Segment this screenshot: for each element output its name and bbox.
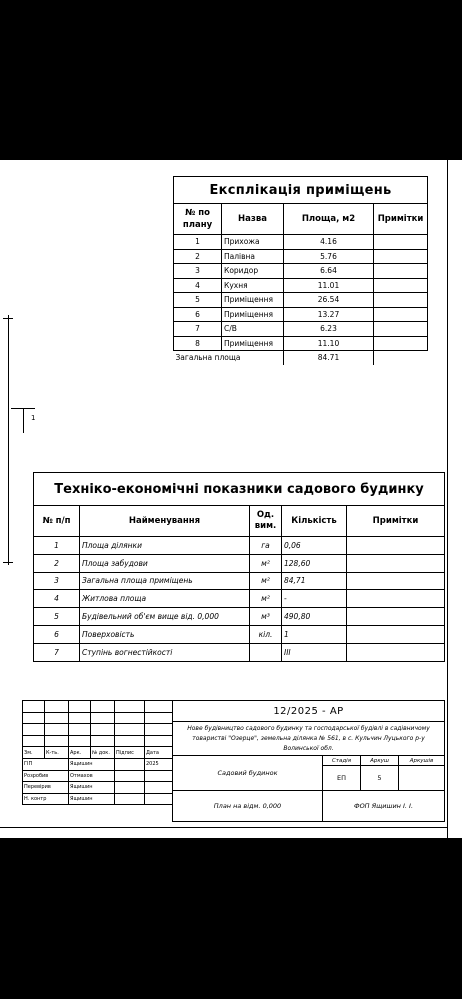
stamp-signatures: [22, 700, 173, 805]
tech-title: Техніко-економічні показники садового будинку: [34, 473, 445, 506]
signer-row: Перевірив Ящишин: [23, 782, 173, 794]
sheet-border-bottom: [0, 827, 447, 828]
table-row: 1 Прихожа 4.16: [174, 235, 428, 250]
sheet-value: 5: [361, 766, 399, 791]
axis-label: 1: [31, 414, 36, 422]
table-row: 3 Коридор 6.64: [174, 264, 428, 279]
sheet-border-right: [447, 160, 448, 838]
table-row: 5 Приміщення 26.54: [174, 293, 428, 308]
col-name: Назва: [222, 204, 284, 235]
col-notes: Примітки: [374, 204, 428, 235]
table-row: 6 Поверховість кіл. 1: [34, 625, 445, 643]
col-area: Площа, м2: [284, 204, 374, 235]
stage-label: Стадія: [323, 756, 361, 766]
table-row: 2 Палівна 5.76: [174, 249, 428, 264]
company-name: ФОП Ящишин І. І.: [323, 791, 445, 822]
col-quantity: Кількість: [282, 506, 347, 537]
dimension-tick: [3, 562, 13, 563]
signer-row: Н. контр Ящишин: [23, 793, 173, 805]
stamp-project-info: [172, 700, 445, 822]
table-row: 5 Будівельний об'єм вище від. 0,000 м³ 490,80: [34, 608, 445, 626]
tech-economic-table: [33, 472, 445, 662]
total-value: 84.71: [284, 351, 374, 365]
sheets-label: Аркушів: [399, 756, 445, 766]
axis-arrow: [23, 408, 24, 433]
project-code: 12/2025 - АР: [173, 701, 445, 722]
signer-row: Розробив Отмахов: [23, 770, 173, 782]
sheet-label: Аркуш: [361, 756, 399, 766]
sheets-value: [399, 766, 445, 791]
dimension-tick: [3, 318, 13, 319]
object-name: Садовий будинок: [173, 756, 323, 791]
col-notes: Примітки: [347, 506, 445, 537]
room-explication-table: [173, 176, 428, 365]
table-row: 4 Кухня 11.01: [174, 278, 428, 293]
signer-row: ГІП Ящишин 2025: [23, 758, 173, 770]
table-row: 7 Ступінь вогнестійкості III: [34, 643, 445, 661]
explication-title: Експлікація приміщень: [174, 177, 428, 204]
col-name: Найменування: [80, 506, 250, 537]
total-row: [174, 351, 428, 365]
table-row: 3 Загальна площа приміщень м² 84,71: [34, 572, 445, 590]
table-row: 4 Житлова площа м² -: [34, 590, 445, 608]
col-number: № по плану: [174, 204, 222, 235]
col-unit: Од. вим.: [250, 506, 282, 537]
drawing-sheet: [0, 160, 462, 838]
project-description: Нове будівництво садового будинку та господарської будівлі в садівничому товаристві "Озерце", земельна ділянка № 561, в с. Кульчин Луцького р-у Волинської обл.: [173, 722, 445, 756]
table-row: 8 Приміщення 11.10: [174, 336, 428, 351]
drawing-name: План на відм. 0,000: [173, 791, 323, 822]
table-row: 1 Площа ділянки га 0,06: [34, 537, 445, 555]
stamp-col-headers: Зм. К-ть. Арк. № док. Підпис Дата: [23, 747, 173, 759]
total-label: Загальна площа: [174, 351, 284, 365]
table-row: 6 Приміщення 13.27: [174, 307, 428, 322]
col-number: № п/п: [34, 506, 80, 537]
table-row: 7 С/В 6.23: [174, 322, 428, 337]
dimension-line: [8, 315, 9, 565]
table-row: 2 Площа забудови м² 128,60: [34, 554, 445, 572]
stage-value: ЕП: [323, 766, 361, 791]
